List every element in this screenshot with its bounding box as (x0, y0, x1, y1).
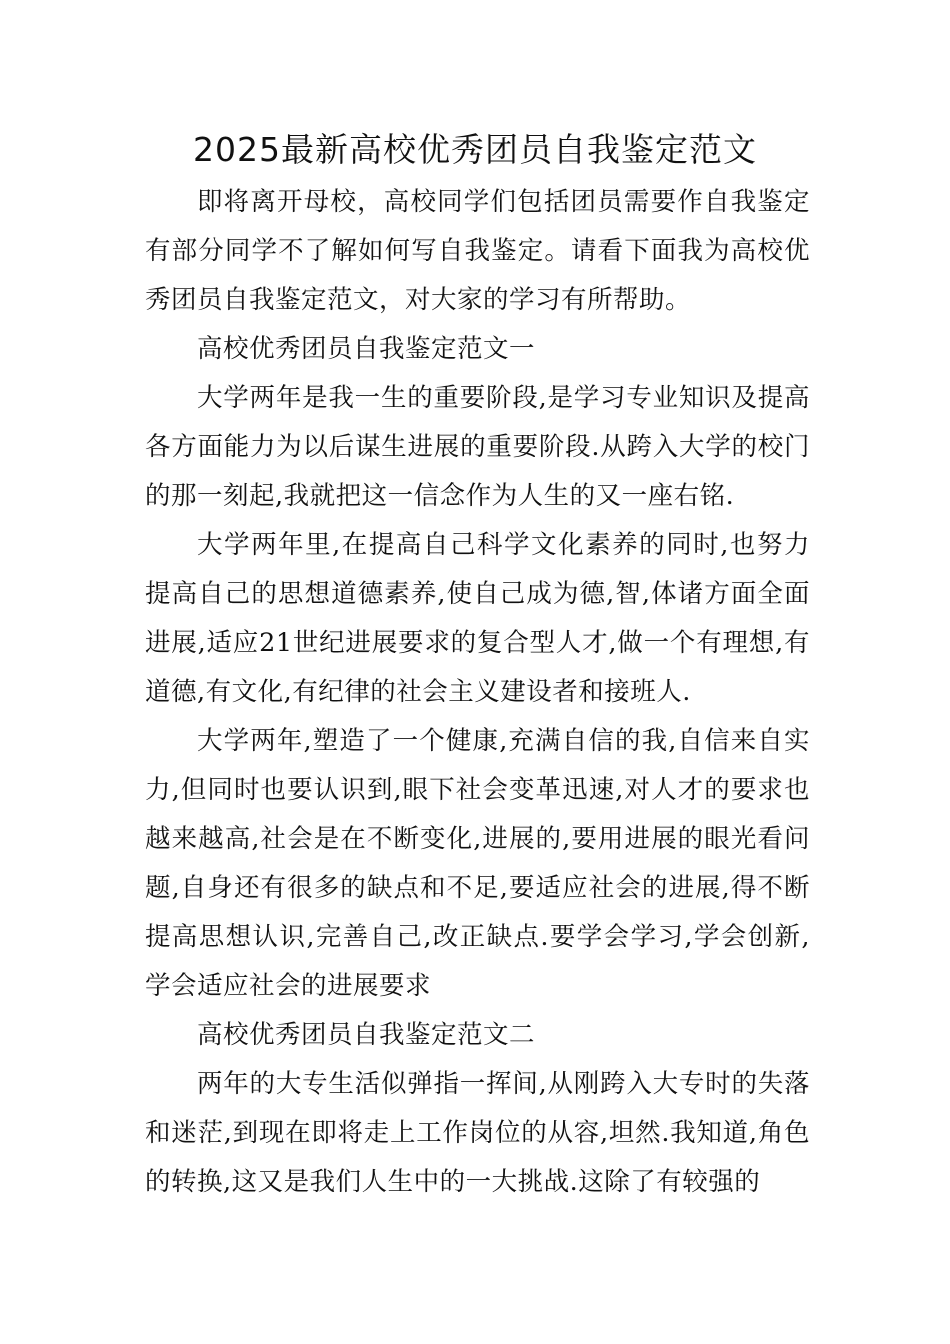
document-body (145, 178, 810, 1207)
section-2-paragraph-1: 两年的大专生活似弹指一挥间,从刚跨入大专时的失落和迷茫,到现在即将走上工作岗位的从容,坦然.我知道,角色的转换,这又是我们人生中的一大挑战.这除了有较强的 (145, 1069, 810, 1197)
intro-paragraph: 即将离开母校，高校同学们包括团员需要作自我鉴定有部分同学不了解如何写自我鉴定。请看下面我为高校优秀团员自我鉴定范文，对大家的学习有所帮助。 (145, 187, 810, 315)
section-1-paragraph-2: 大学两年里,在提高自己科学文化素养的同时,也努力提高自己的思想道德素养,使自己成为德,智,体诸方面全面进展,适应21世纪进展要求的复合型人才,做一个有理想,有道德,有文化,有纪律的社会主义建设者和接班人. (145, 530, 810, 707)
section-heading-2: 高校优秀团员自我鉴定范文二 (197, 1020, 536, 1050)
section-1-paragraph-1: 大学两年是我一生的重要阶段,是学习专业知识及提高各方面能力为以后谋生进展的重要阶段.从跨入大学的校门的那一刻起,我就把这一信念作为人生的又一座右铭. (145, 383, 810, 511)
document-title: 2025最新高校优秀团员自我鉴定范文 (193, 130, 757, 169)
section-1-paragraph-3: 大学两年,塑造了一个健康,充满自信的我,自信来自实力,但同时也要认识到,眼下社会变革迅速,对人才的要求也越来越高,社会是在不断变化,进展的,要用进展的眼光看问题,自身还有很多的缺点和不足,要适应社会的进展,得不断提高思想认识,完善自己,改正缺点.要学会学习,学会创新,学会适应社会的进展要求 (145, 726, 810, 1001)
section-heading-1: 高校优秀团员自我鉴定范文一 (197, 334, 536, 364)
